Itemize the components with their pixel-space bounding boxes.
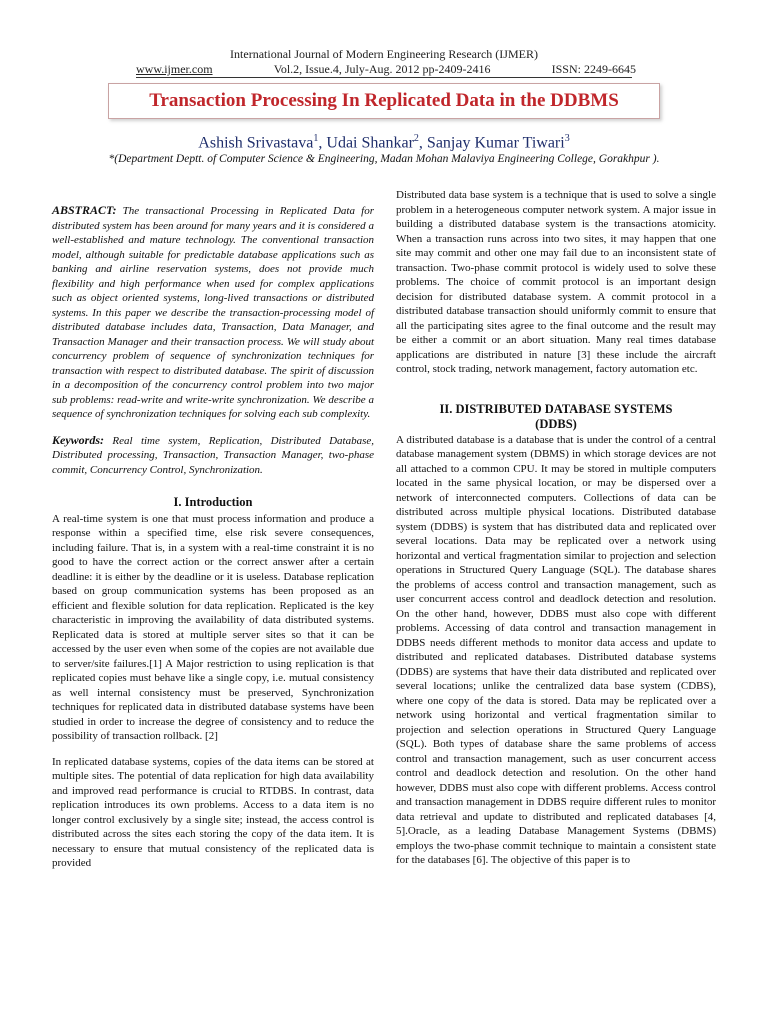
affiliation: *(Department Deptt. of Computer Science & Engineering, Madan Mohan Malaviya Engineering College, Gorakhpur ). <box>108 153 660 165</box>
keywords <box>52 433 374 478</box>
intro-paragraph: A real-time system is one that must process information and produce a response within a specified time, else risk severe consequences, including failure. That is, in a system with a real-time constraint it is no good to have the correct action or the correct answer after a certain deadline: it is either by the deadline or it is useless. Database replication based on group communication systems has been proposed as an efficient and flexible solution for data replication. Replicated is the key characteristic in improving the availability of data distributed systems. Replicated data is stored at multiple server sites so that it can be accessed by the user even when some of the copies are not available due to server/site failures.[1] A Major restriction to using replication is that replicated copies must behave like a single copy, i.e. mutual consistency as well internal consistency must be preserved, Synchronization techniques for replicated data in distributed database systems have been studied in order to increase the degree of consistency and to reduce the possibility of transaction rollback. [2] <box>52 512 374 742</box>
abstract-text: The transactional Processing in Replicated Data for distributed system has been around for many years and it is considered a well-established and mature technology. The conventional transaction model, although suitable for predictable database applications such as banking and airline reservation systems, does not provide much flexibility and high performance when used for complex applications such as object oriented systems, long-lived transactions or distributed systems. In this paper we describe the transaction-processing model of distributed database includes data, Transaction, Data Manager, and Transaction Manager and their transaction process. We will study about concurrency problem of sequence of synchronization techniques for transaction with respect to distributed database. The spirit of discussion in a decomposition of the concurrency control problem into two major sub problems: read-write and write-write synchronization. We describe a sequence of synchronization techniques for solving each sub complexity. <box>52 205 374 420</box>
author-name: Ashish Srivastava <box>198 134 314 152</box>
keywords-text: Real time system, Replication, Distributed Database, Distributed processing, Transaction, Transaction Manager, two-phase commit, Concurrency Control, Synchronization. <box>52 434 374 476</box>
journal-name: International Journal of Modern Engineering Research (IJMER) <box>230 47 538 61</box>
paper-title: Transaction Processing In Replicated Data in the DDBMS <box>149 90 619 111</box>
author-name: Sanjay Kumar Tiwari <box>426 134 565 152</box>
author-affiliation-mark: 1 <box>313 133 319 144</box>
journal-info-line <box>136 62 636 77</box>
abstract <box>52 203 374 422</box>
right-column <box>396 188 716 868</box>
author-affiliation-mark: 3 <box>564 133 570 144</box>
journal-website-link[interactable]: www.ijmer.com <box>136 62 213 76</box>
author-name: Udai Shankar <box>326 134 414 152</box>
section-heading-line: II. DISTRIBUTED DATABASE SYSTEMS <box>439 401 673 416</box>
section-heading-ddbs <box>396 402 716 433</box>
left-column <box>52 203 374 871</box>
title-box <box>108 83 660 119</box>
section-heading-introduction: I. Introduction <box>173 495 253 509</box>
author-affiliation-mark: 2 <box>413 133 419 144</box>
section-heading-line: (DDBS) <box>535 417 577 431</box>
author-separator: , <box>418 134 427 152</box>
author-list <box>0 133 768 152</box>
body-paragraph: A distributed database is a database that is under the control of a central database management system (DBMS) in which storage devices are not all attached to a common CPU. It may be stored in multiple computers located in the same physical location, or may be dispersed over a network of interconnected computers. Collections of data can be distributed across multiple physical locations. Distributed database system (DDBS) is system that has distributed data and replicated over several locations. Data may be replicated over a network using horizontal and vertical fragmentation similar to projection and selection operations in Structured Query Language (SQL). The database shares the problems of access control and transaction management, such as user concurrent access control and deadlock detection and resolution. On the other hand, however, DDBS must also cope with different problems. Accessing of data control and transaction management in DDBS needs different methods to monitor data access and update to distributed and replicated databases. Distributed database systems (DDBS) are systems that have their data distributed and replicated over several locations; unlike the centralized data base system (CDBS), where one copy of the data is stored. Data may be replicated over a network using horizontal and vertical fragmentation similar to projection and selection operations in Structured Query Language (SQL). Both types of database share the same problems of access control and transaction management, such as user concurrent access control and deadlock detection and resolution. On the other hand however, DDBS must also cope with different problems. Access control and transaction management in DDBS require different rules to monitor data retrieval and update to distributed and replicated databases [4, 5].Oracle, as a leading Database Management Systems (DBMS) employs the two-phase commit technique to maintain a consistent state for the databases [6]. The objective of this paper is to <box>396 433 716 866</box>
journal-volume: Vol.2, Issue.4, July-Aug. 2012 pp-2409-2416 <box>273 62 491 76</box>
abstract-label: ABSTRACT: <box>52 203 117 217</box>
keywords-label: Keywords: <box>52 432 104 447</box>
journal-issn: ISSN: 2249-6645 <box>551 62 636 76</box>
author-separator: , <box>318 134 327 152</box>
intro-paragraph: In replicated database systems, copies of the data items can be stored at multiple sites. The potential of data replication for high data availability and improved read performance is crucial to RTDBS. In contrast, data replication introduces its own problems. Access to a data item is no longer control exclusively by a single site; instead, the access control is distributed across the sites each storing the copy of the data item. It is necessary to ensure that mutual consistency of the replicated data is provided <box>52 755 374 869</box>
body-paragraph: Distributed data base system is a technique that is used to solve a single problem in a heterogeneous computer network system. A major issue in building a distributed database system is the transactions atomicity. When a transaction runs across into two sites, it may happen that one site may commit and other one may fail due to an inconsistent state of transaction. Two-phase commit protocol is widely used to solve these problems. The choice of commit protocol is an important design decision for distributed database system. A commit protocol in a distributed database transaction should uniformly commit to ensure that all the participating sites agree to the final outcome and the result may be either a commit or an abort situation. Many real times database applications are distributed in nature [3] these include the aircraft control, stock trading, network management, factory automation etc. <box>396 189 716 375</box>
header-rule <box>136 77 632 78</box>
